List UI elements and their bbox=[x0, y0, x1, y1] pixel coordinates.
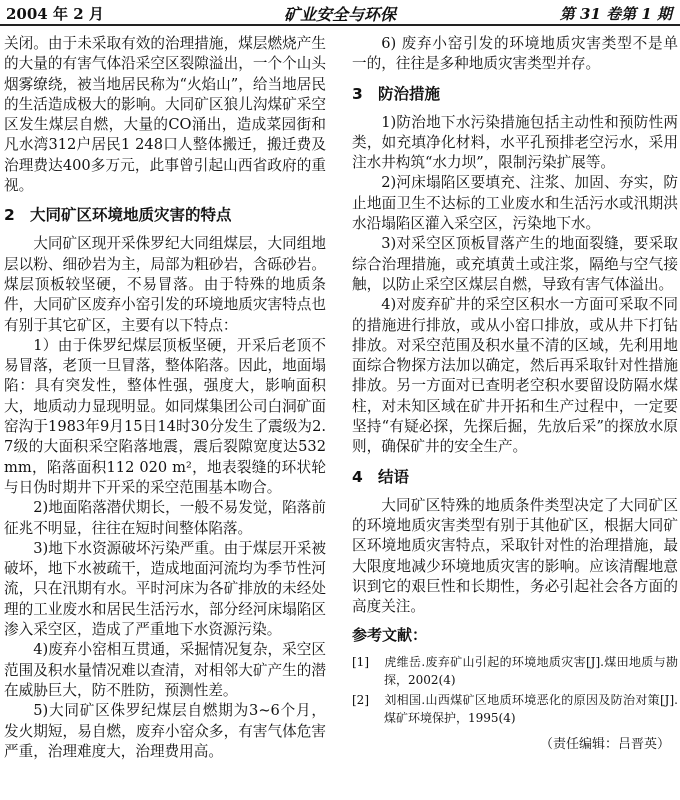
list-item: 3)地下水资源破坏污染严重。由于煤层开采被破坏，地下水被疏干，造成地面河流均为季节性河流，只在汛期有水。平时河床为各矿排放的未经处理的工业废水和居民生活污水，部分经河床塌陷区渗入采空区，造成了严重地下水资源污染。 bbox=[4, 539, 326, 639]
running-header bbox=[0, 0, 680, 26]
list-item: 4)对废弃矿井的采空区积水一方面可采取不同的措施进行排放，或从小窑口排放，或从井下打钻排放。对采空范围及积水量不清的区域，先利用地面综合物探方法加以确定，然后再采取针对性措施排放。另一方面对已查明老空积水要留设防隔水煤柱，对未知区域在矿井开拓和生产过程中，一定要坚持“有疑必探，先探后掘，先放后采”的探放水原则，确保矿井的安全生产。 bbox=[352, 296, 678, 456]
section-2-heading bbox=[4, 196, 326, 234]
section-2-intro: 大同矿区现开采侏罗纪大同组煤层，大同组地层以粉、细砂岩为主，局部为粗砂岩，含砾砂岩。煤层顶板较坚硬，不易冒落。由于特殊的地质条件，大同矿区废弃小窑引发的环境地质灾害特点也有别于其它矿区，主要有以下特点： bbox=[4, 235, 326, 334]
list-item: 6) 废弃小窑引发的环境地质灾害类型不是单一的，往往是多种地质灾害类型并存。 bbox=[352, 35, 678, 73]
section-4-heading bbox=[352, 458, 678, 496]
section-title: 防治措施 bbox=[378, 84, 441, 103]
reference-item bbox=[352, 653, 678, 689]
list-item: 4)废弃小窑相互贯通，采掘情况复杂，采空区范围及积水量情况难以查清，对相邻大矿产生的潜在威胁巨大，防不胜防，预测性差。 bbox=[4, 641, 326, 699]
left-column bbox=[4, 34, 326, 794]
list-item: 2)地面陷落潜伏期长，一般不易发觉，陷落前征兆不明显，往往在短时间整体陷落。 bbox=[4, 499, 326, 537]
reference-text: 刘相国.山西煤矿区地质环境恶化的原因及防治对策[J].煤矿环境保护，1995(4) bbox=[384, 693, 678, 726]
section-number: 4 bbox=[352, 467, 363, 486]
header-date: 2004 年 2 月 bbox=[6, 5, 104, 23]
reference-number: [2] bbox=[352, 693, 369, 708]
reference-item bbox=[352, 691, 678, 727]
references-heading: 参考文献： bbox=[352, 626, 428, 645]
continuation-paragraph: 关闭。由于未采取有效的治理措施，煤层燃烧产生的大量的有害气体沿采空区裂隙溢出，一个个山头烟雾缭绕，被当地居民称为“火焰山”，给当地居民的生活造成极大的影响。大同矿区狼儿沟煤矿采空区发生煤层自燃，大量的CO涌出，造成菜园街和凡水湾312户居民1 248口人整体搬迁，搬迁费及治理费达400多万元，此事曾引起山西省政府的重视。 bbox=[4, 35, 326, 195]
list-item: 1)防治地下水污染措施包括主动性和预防性两类，如充填净化材料，水平孔预排老空污水，采用注水井构筑“水力坝”，限制污染扩展等。 bbox=[352, 113, 678, 172]
section-number: 2 bbox=[4, 206, 15, 225]
conclusion-paragraph: 大同矿区特殊的地质条件类型决定了大同矿区的环境地质灾害类型有别于其他矿区，根据大同矿区环境地质灾害特点，采取针对性的治理措施，最大限度地减少环境地质灾害的影响。应该清醒地意识到它的艰巨性和长期性，务必引起社会各方面的高度关注。 bbox=[352, 496, 678, 616]
section-title: 大同矿区环境地质灾害的特点 bbox=[30, 206, 232, 225]
section-number: 3 bbox=[352, 84, 363, 103]
list-item: 3)对采空区顶板冒落产生的地面裂缝，要采取综合治理措施，或充填黄土或注浆，隔绝与空气接触，以防止采空区煤层自燃，导致有害气体溢出。 bbox=[352, 235, 678, 293]
right-column bbox=[352, 34, 678, 794]
list-item: 1）由于侏罗纪煤层顶板坚硬，开采后老顶不易冒落，老顶一旦冒落，整体陷落。因此，地面塌陷：具有突发性，整体性强，强度大，影响面积大，地质动力显现明显。如同煤集团公司白洞矿面窑沟于1983年9月15日14时30分发生了震级为2.7级的大面积采空陷落地震，震后裂隙宽度达532 mm，陷落面积112 020 m²，地表裂缝的环状轮与日伪时期井下开采的采空范围基本吻合。 bbox=[4, 336, 326, 496]
header-issue: 第 31 卷第 1 期 bbox=[559, 5, 672, 23]
section-title: 结语 bbox=[378, 467, 410, 486]
header-journal-title: 矿业安全与环保 bbox=[283, 5, 396, 24]
reference-number: [1] bbox=[352, 655, 369, 670]
section-3-heading bbox=[352, 75, 678, 113]
editor-credit: （责任编辑：吕晋英） bbox=[539, 737, 670, 753]
reference-text: 虎维岳.废弃矿山引起的环境地质灾害[J].煤田地质与勘探，2002(4) bbox=[384, 655, 678, 688]
list-item: 2)河床塌陷区要填充、注浆、加固、夯实，防止地面卫生不达标的工业废水和生活污水或汛期洪水沿塌陷区灌入采空区，污染地下水。 bbox=[352, 174, 678, 233]
list-item: 5)大同矿区侏罗纪煤层自燃期为3~6个月，发火期短，易自燃，废弃小窑众多，有害气体危害严重，治理难度大，治理费用高。 bbox=[4, 702, 326, 760]
